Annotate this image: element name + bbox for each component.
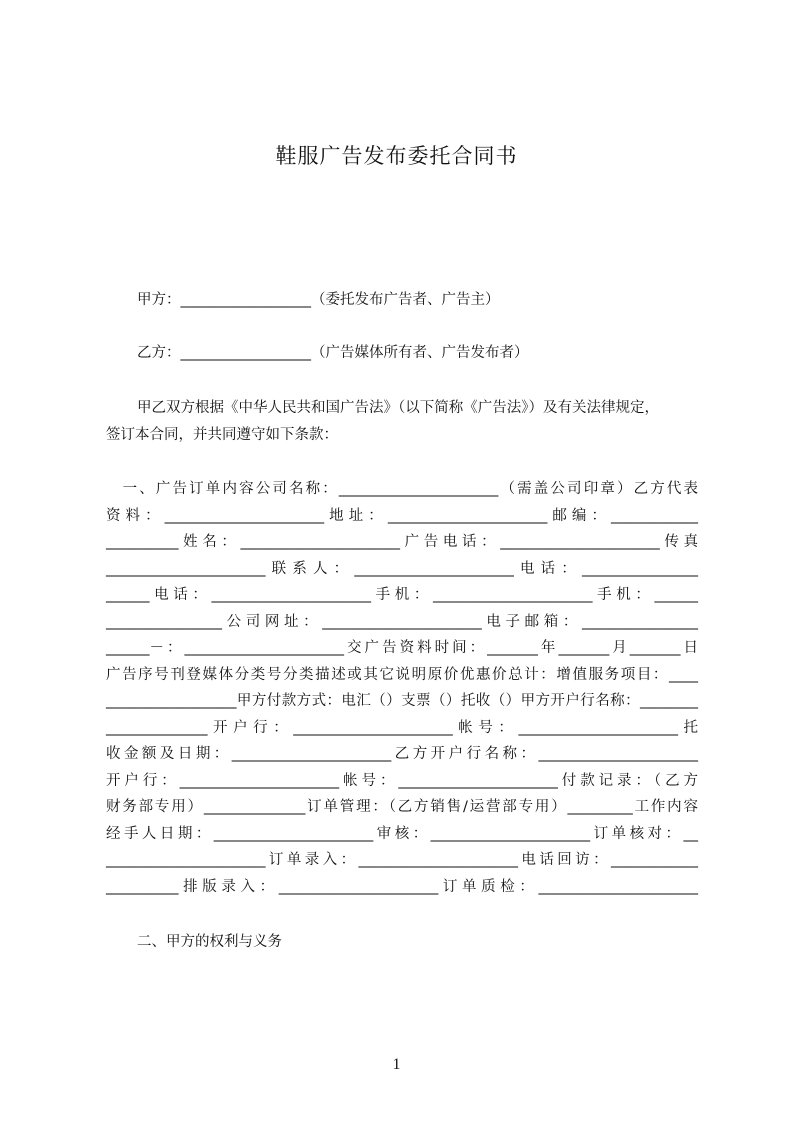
section-1-line: ______________________联系人：______________________电话：________________ (106, 560, 698, 577)
section-1-line: ______________________订单录入：______________________电话回访：____________ (106, 852, 698, 868)
section-1-order-details (106, 476, 698, 900)
preamble-line-2: 签订本合同，并共同遵守如下条款： (106, 426, 338, 443)
section-1-line: __________姓名：______________________广告电话：______________________传真 (106, 534, 698, 550)
section-2-heading: 二、甲方的权利与义务 (137, 934, 282, 950)
page-number: 1 (392, 1056, 401, 1073)
section-1-line: 开户行：______________________帐号：______________________付款记录：（乙方 (106, 772, 698, 789)
section-1-line: 经手人日期：______________________审核：______________________订单核对：__ (106, 825, 698, 842)
document-title: 鞋服广告发布委托合同书 (275, 144, 518, 168)
preamble (106, 395, 706, 448)
section-1-line: 资料：______________________地址：______________________邮编：____________ (106, 507, 698, 524)
section-1-line: 广告序号刊登媒体分类号分类描述或其它说明原价优惠价总计：增值服务项目：____ (106, 666, 698, 683)
party-b-line: 乙方：__________________（广告媒体所有者、广告发布者） (137, 345, 529, 361)
section-1-line: 财务部专用）______________订单管理：（乙方销售/运营部专用）_________工作内容 (106, 799, 698, 815)
section-1-line: ______电话：______________________手机：______________________手机：______ (106, 587, 698, 603)
section-1-line: ______－：______________________交广告资料时间：_______年_______月_______日 (106, 640, 698, 656)
section-1-line: __________排版录入：______________________订单质检：______________________ (106, 878, 698, 895)
section-1-line: ______________开户行：______________________帐号：______________________托 (106, 719, 698, 736)
section-1-line: ________________公司网址：______________________电子邮箱：________________ (106, 613, 698, 630)
section-1-line: 一、广告订单内容公司名称：______________________（需盖公司印章）乙方代表 (106, 481, 698, 497)
party-a-line: 甲方：__________________（委托发布广告者、广告主） (137, 292, 500, 308)
section-1-line: __________________甲方付款方式：电汇（）支票（）托收（）甲方开户行名称：________ (106, 693, 698, 709)
preamble-line-1: 甲乙双方根据《中华人民共和国广告法》（以下简称《广告法》）及有关法律规定， (137, 400, 659, 416)
section-1-line: 收金额及日期：______________________乙方开户行名称：______________________ (106, 746, 698, 762)
